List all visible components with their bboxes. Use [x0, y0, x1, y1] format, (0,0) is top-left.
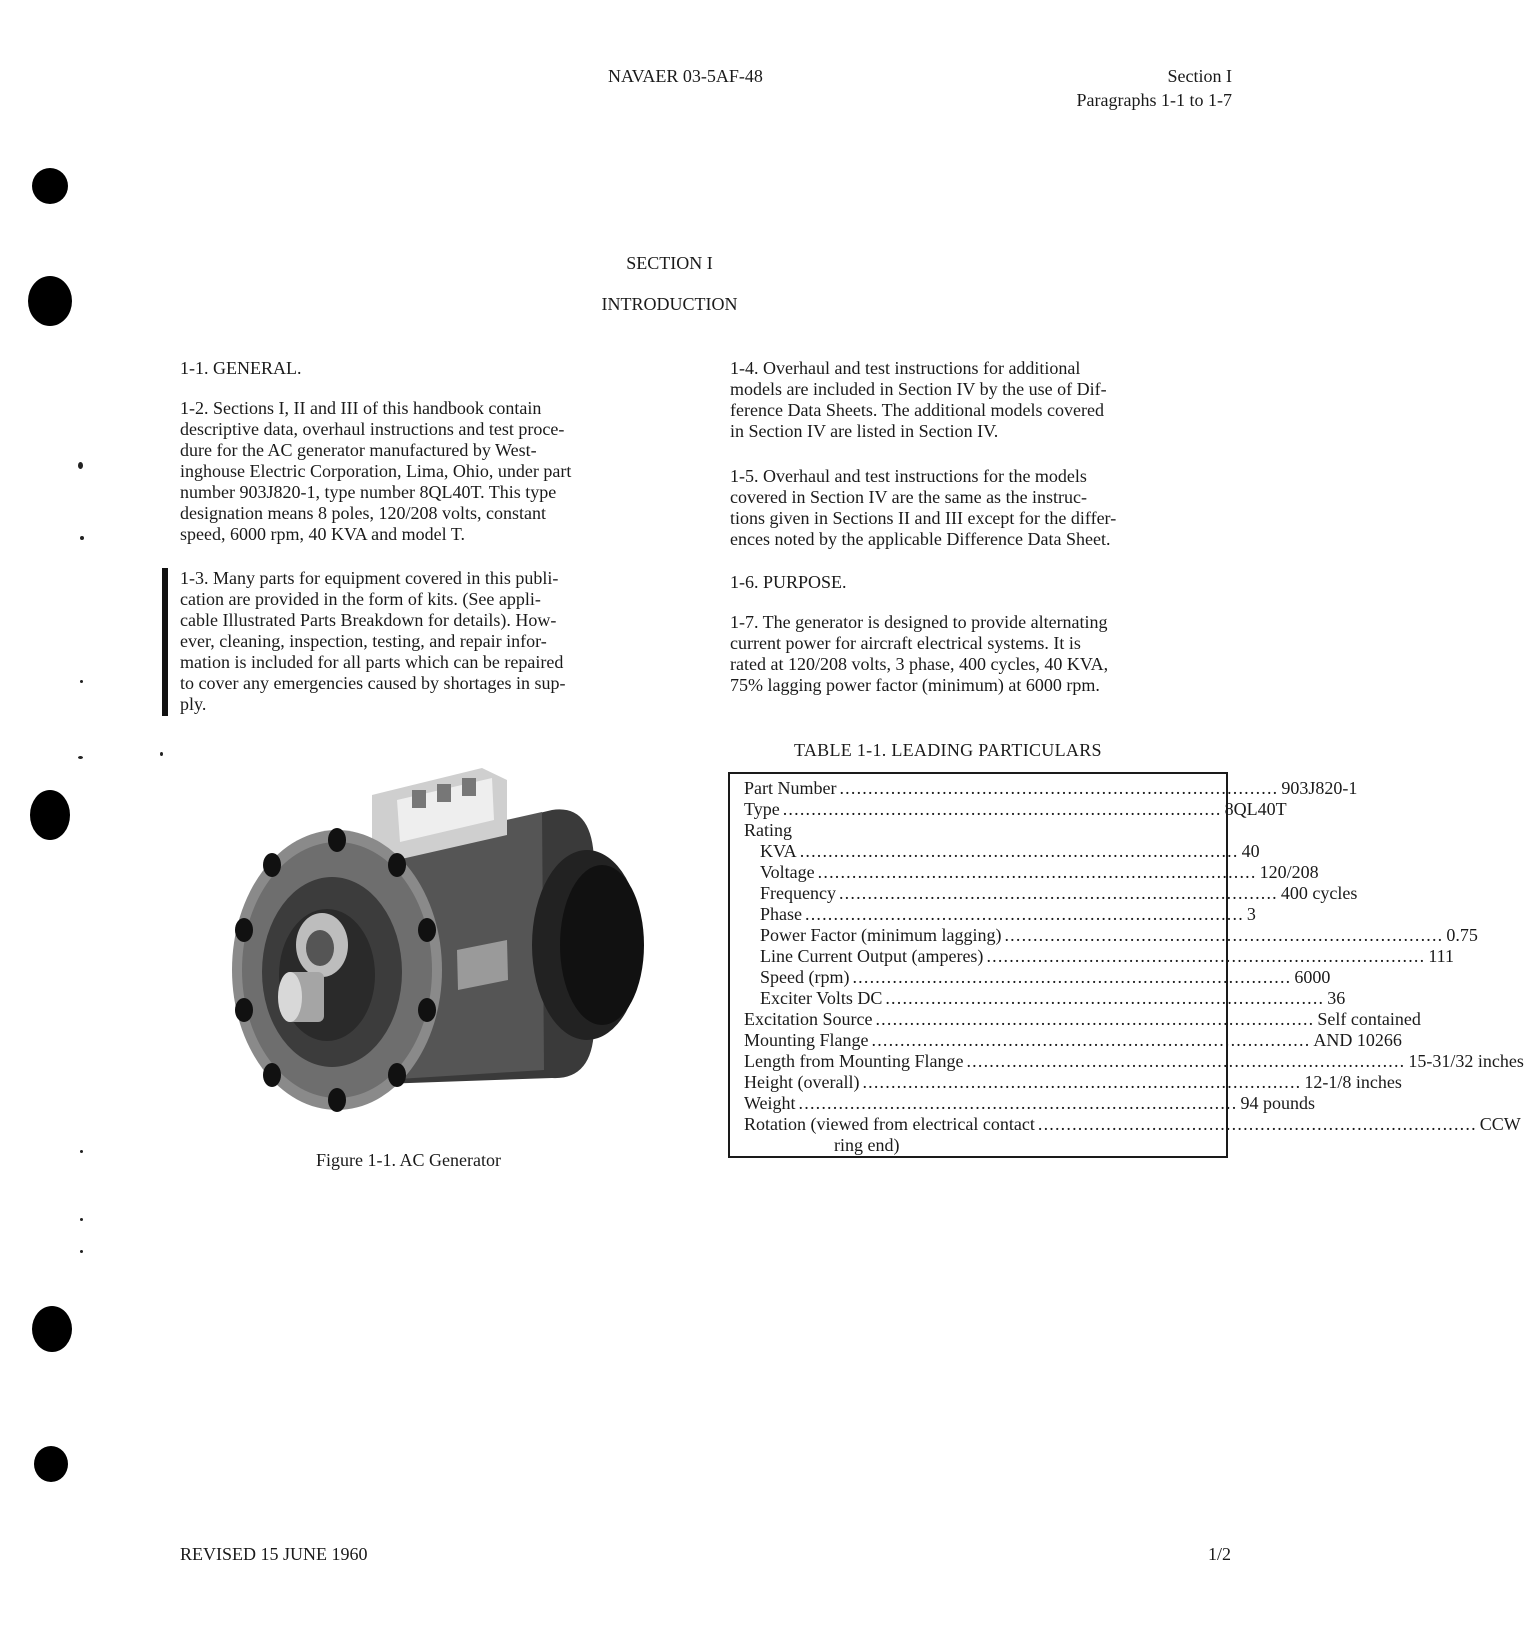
leader-dots: ............................................................................. — [871, 1030, 1311, 1050]
row-label: Type — [744, 799, 780, 819]
text-line: descriptive data, overhaul instructions and test proce- — [180, 419, 565, 439]
leader-dots: ............................................................................. — [798, 1093, 1238, 1113]
leader-dots: ............................................................................. — [799, 841, 1239, 861]
para-1-6-heading: 1-6. PURPOSE. — [730, 572, 847, 592]
table-row — [744, 1072, 1402, 1093]
doc-number: NAVAER 03-5AF-48 — [608, 66, 763, 86]
table-row — [760, 967, 1331, 988]
row-label: ring end) — [834, 1135, 900, 1155]
row-label: Excitation Source — [744, 1009, 873, 1029]
ac-generator-photo — [222, 740, 662, 1120]
row-value: 36 — [1327, 988, 1346, 1008]
row-value: 40 — [1241, 841, 1260, 861]
table-row — [744, 1051, 1524, 1072]
text-line: ences noted by the applicable Difference Data Sheet. — [730, 529, 1111, 549]
table-row — [760, 946, 1455, 967]
text-line: cable Illustrated Parts Breakdown for details). How- — [180, 610, 557, 630]
binder-hole — [32, 168, 68, 204]
table-row — [744, 820, 1212, 841]
table-row — [760, 841, 1260, 862]
table-row — [744, 1114, 1521, 1135]
row-value: 111 — [1428, 946, 1455, 966]
leader-dots: ............................................................................. — [875, 1009, 1315, 1029]
row-value: 903J820-1 — [1281, 778, 1358, 798]
table-row — [744, 778, 1358, 799]
text-line: mation is included for all parts which can be repaired — [180, 652, 564, 672]
row-label: Line Current Output (amperes) — [760, 946, 984, 966]
text-line: to cover any emergencies caused by shortages in sup- — [180, 673, 566, 693]
leader-dots: ............................................................................. — [966, 1051, 1406, 1071]
section-title: SECTION I — [626, 253, 713, 273]
table-title: TABLE 1-1. LEADING PARTICULARS — [794, 740, 1102, 760]
row-value: 8QL40T — [1224, 799, 1287, 819]
leader-dots: ............................................................................. — [817, 862, 1257, 882]
row-value: AND 10266 — [1313, 1030, 1402, 1050]
row-label: Length from Mounting Flange — [744, 1051, 964, 1071]
row-label: Rating — [744, 820, 792, 840]
row-value: 0.75 — [1446, 925, 1478, 945]
para-1-2 — [180, 398, 676, 545]
table-row — [760, 925, 1478, 946]
row-label: Mounting Flange — [744, 1030, 869, 1050]
row-value: 120/208 — [1259, 862, 1319, 882]
text-line: 1-3. Many parts for equipment covered in this publi- — [180, 568, 559, 588]
text-line: covered in Section IV are the same as the instruc- — [730, 487, 1088, 507]
text-line: tions given in Sections II and III except for the differ- — [730, 508, 1117, 528]
text-line: 1-5. Overhaul and test instructions for the models — [730, 466, 1087, 486]
binder-hole — [34, 1446, 68, 1482]
text-line: number 903J820-1, type number 8QL40T. This type — [180, 482, 557, 502]
row-label: Speed (rpm) — [760, 967, 850, 987]
row-label: Power Factor (minimum lagging) — [760, 925, 1002, 945]
page-speck — [160, 752, 163, 756]
row-label: KVA — [760, 841, 797, 861]
para-1-7 — [730, 612, 1238, 696]
page-speck — [78, 756, 83, 759]
text-line: ference Data Sheets. The additional models covered — [730, 400, 1105, 420]
row-value: 94 pounds — [1240, 1093, 1315, 1113]
row-value: Self contained — [1317, 1009, 1421, 1029]
text-line: cation are provided in the form of kits. (See appli- — [180, 589, 541, 609]
row-label: Weight — [744, 1093, 796, 1113]
para-1-4 — [730, 358, 1228, 442]
page-speck — [80, 680, 83, 683]
header-section: Section I — [1167, 66, 1232, 86]
row-value: 400 cycles — [1280, 883, 1358, 903]
row-label: Part Number — [744, 778, 837, 798]
leader-dots: ............................................................................. — [805, 904, 1244, 924]
row-label: Rotation (viewed from electrical contact — [744, 1114, 1035, 1134]
text-line: 1-7. The generator is designed to provide alternating — [730, 612, 1108, 632]
text-line: inghouse Electric Corporation, Lima, Ohio, under part — [180, 461, 572, 481]
binder-hole — [32, 1306, 72, 1352]
header-paragraphs: Paragraphs 1-1 to 1-7 — [1076, 90, 1232, 110]
table-row — [744, 1093, 1315, 1114]
para-1-3 — [180, 568, 676, 715]
leader-dots: ............................................................................. — [839, 778, 1279, 798]
row-value: CCW — [1479, 1114, 1521, 1134]
leader-dots: ............................................................................. — [1037, 1114, 1477, 1134]
page-speck — [80, 1218, 83, 1221]
page-speck — [78, 462, 83, 469]
page-speck — [80, 1250, 83, 1253]
text-line: dure for the AC generator manufactured by West- — [180, 440, 537, 460]
page-speck — [80, 536, 84, 540]
change-bar — [162, 568, 168, 716]
text-line: in Section IV are listed in Section IV. — [730, 421, 999, 441]
leader-dots: ............................................................................. — [838, 883, 1278, 903]
text-line: 75% lagging power factor (minimum) at 6000 rpm. — [730, 675, 1100, 695]
binder-hole — [30, 790, 70, 840]
table-row — [760, 883, 1358, 904]
figure-caption: Figure 1-1. AC Generator — [316, 1150, 501, 1170]
leader-dots: ............................................................................. — [852, 967, 1292, 987]
para-1-1-heading: 1-1. GENERAL. — [180, 358, 302, 378]
table-row — [744, 799, 1287, 820]
leading-particulars-table — [728, 772, 1524, 1158]
row-value: 6000 — [1294, 967, 1331, 987]
text-line: rated at 120/208 volts, 3 phase, 400 cycles, 40 KVA, — [730, 654, 1109, 674]
table-row — [760, 988, 1346, 1009]
text-line: ever, cleaning, inspection, testing, and repair infor- — [180, 631, 547, 651]
para-1-5 — [730, 466, 1238, 550]
row-label: Voltage — [760, 862, 815, 882]
text-line: designation means 8 poles, 120/208 volts, constant — [180, 503, 546, 523]
row-value: 15-31/32 inches — [1408, 1051, 1524, 1071]
page-speck — [80, 1150, 83, 1153]
leader-dots: ............................................................................. — [1004, 925, 1444, 945]
table-row — [744, 1009, 1421, 1030]
row-value: 12-1/8 inches — [1304, 1072, 1402, 1092]
row-label: Phase — [760, 904, 802, 924]
leader-dots: ............................................................................. — [986, 946, 1426, 966]
table-row — [834, 1135, 1212, 1156]
leader-dots: ............................................................................. — [862, 1072, 1302, 1092]
revision-date: REVISED 15 JUNE 1960 — [180, 1544, 368, 1564]
text-line: 1-4. Overhaul and test instructions for additional — [730, 358, 1081, 378]
row-label: Frequency — [760, 883, 836, 903]
leader-dots: ............................................................................. — [782, 799, 1222, 819]
page-number: 1/2 — [1207, 1544, 1231, 1564]
text-line: models are included in Section IV by the use of Dif- — [730, 379, 1107, 399]
text-line: current power for aircraft electrical systems. It is — [730, 633, 1081, 653]
text-line: ply. — [180, 694, 207, 714]
row-value: 3 — [1246, 904, 1256, 924]
leader-dots: ............................................................................. — [885, 988, 1325, 1008]
row-label: Exciter Volts DC — [760, 988, 883, 1008]
table-row — [760, 862, 1319, 883]
row-label: Height (overall) — [744, 1072, 860, 1092]
text-line: speed, 6000 rpm, 40 KVA and model T. — [180, 524, 465, 544]
text-line: 1-2. Sections I, II and III of this handbook contain — [180, 398, 542, 418]
section-name: INTRODUCTION — [601, 294, 738, 314]
table-row — [744, 1030, 1402, 1051]
table-row — [760, 904, 1256, 925]
